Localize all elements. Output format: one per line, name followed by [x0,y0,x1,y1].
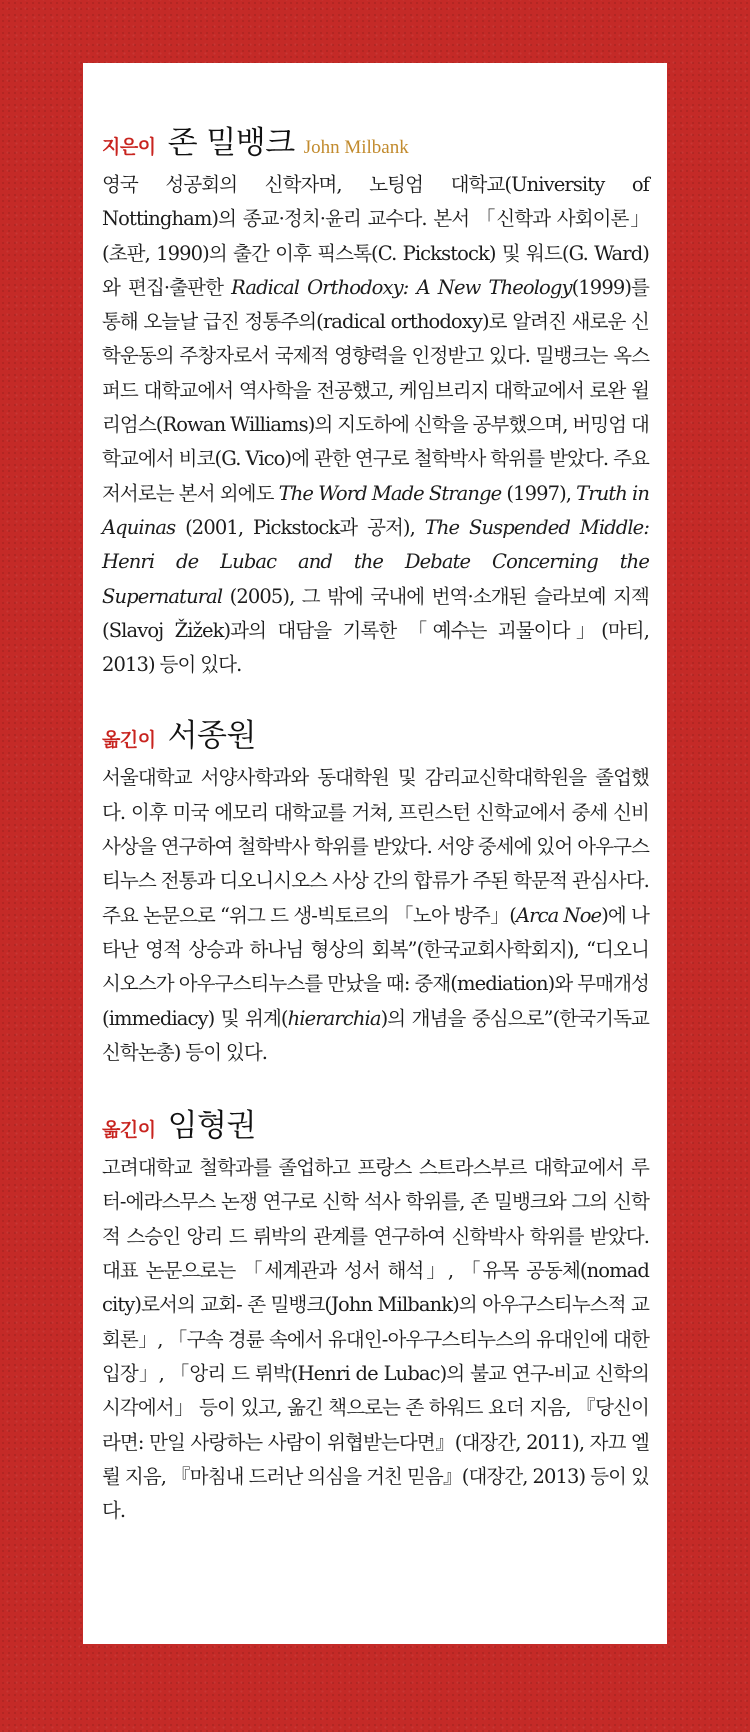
author-role-label: 지은이 [102,136,156,158]
italic-title: The Suspended Middle: Henri de Lubac and the Debate Concerning the Supernatural [102,515,649,608]
bio-text: 서울대학교 서양사학과와 동대학원 및 감리교신학대학원을 졸업했다. 이후 미국 에모리 대학교를 거쳐, 프린스턴 신학교에서 중세 신비사상을 연구하여 철학박사 학위를 받았다. 서양 중세에 있어 아우구스티누스 전통과 디오니시오스 사상 간의 합류가 주된 학문적 관심사다. 주요 논문으로 “위그 드 생-빅토르의 「노아 방주」( [102,766,649,927]
translator-1-bio [102,761,649,1070]
bio-text: (1997), [501,481,577,505]
translator-1-role-label: 옮긴이 [102,729,156,752]
bio-panel [83,63,667,1644]
author-name-english: John Milbank [303,137,409,158]
translator-2-role-label: 옮긴이 [102,1119,156,1142]
translator-2-name: 임형권 [167,1108,256,1145]
bio-text: )의 개념을 중심으로”(한국기독교신학논총) 등이 있다. [102,1006,649,1064]
author-section [102,117,649,682]
italic-title: hierarchia [287,1006,381,1030]
bio-text: 영국 성공회의 신학자며, 노팅엄 대학교(University of Nottingham)의 종교·정치·윤리 교수다. 본서 「신학과 사회이론」(초판, 1990)의 출간 이후 픽스톡(C. Pickstock) 및 워드(G. Ward)와 편집·출판한 [102,173,649,299]
translator-2-bio [102,1151,649,1528]
translator-1-name: 서종원 [167,718,256,755]
italic-title: The Word Made Strange [278,481,502,505]
translator-2-heading [102,1100,649,1145]
bio-text: (2001, Pickstock과 공저), [175,515,425,539]
author-name: 존 밀뱅크 [167,125,295,161]
italic-title: Radical Orthodoxy: A New Theology [231,275,572,299]
bio-text: )에 나타난 영적 상승과 하나님 형상의 회복”(한국교회사학회지), “디오니시오스가 아우구스티누스를 만났을 때: 중재(mediation)와 무매개성(immediacy) 및 위계( [102,903,649,1030]
author-heading [102,117,649,162]
bio-text: (1999)를 통해 오늘날 급진 정통주의(radical orthodoxy)로 알려진 새로운 신학운동의 주창자로서 국제적 영향력을 인정받고 있다. 밀뱅크는 옥스퍼드 대학교에서 역사학을 전공했고, 케임브리지 대학교에서 로완 윌리엄스(Rowan Williams)의 지도하에 신학을 공부했으며, 버밍엄 대학교에서 비코(G. Vico)에 관한 연구로 철학박사 학위를 받았다. 주요 저서로는 본서 외에도 [102,275,649,505]
italic-title: Truth in Aquinas [102,481,649,539]
translator-1-section [102,710,649,1070]
italic-title: Arca Noe [516,903,602,927]
translator-2-section [102,1100,649,1528]
bio-text: (2005), 그 밖에 국내에 번역·소개된 슬라보예 지젝(Slavoj Žižek)과의 대담을 기록한 「예수는 괴물이다」(마티, 2013) 등이 있다. [102,584,649,677]
author-bio [102,168,649,682]
translator-1-heading [102,710,649,755]
bio-text: 고려대학교 철학과를 졸업하고 프랑스 스트라스부르 대학교에서 루터-에라스무스 논쟁 연구로 신학 석사 학위를, 존 밀뱅크와 그의 신학적 스승인 앙리 드 뤼박의 관계를 연구하여 신학박사 학위를 받았다. 대표 논문으로는 「세계관과 성서 해석」, 「유목 공동체(nomad city)로서의 교회- 존 밀뱅크(John Milbank)의 아우구스티누스적 교회론」, 「구속 경륜 속에서 유대인-아우구스티누스의 유대인에 대한 입장」, 「앙리 드 뤼박(Henri de Lubac)의 불교 연구-비교 신학의 시각에서」 등이 있고, 옮긴 책으로는 존 하워드 요더 지음, 『당신이라면: 만일 사랑하는 사람이 위협받는다면』(대장간, 2011), 자끄 엘륄 지음, 『마침내 드러난 의심을 거친 믿음』(대장간, 2013) 등이 있다. [102,1156,649,1523]
